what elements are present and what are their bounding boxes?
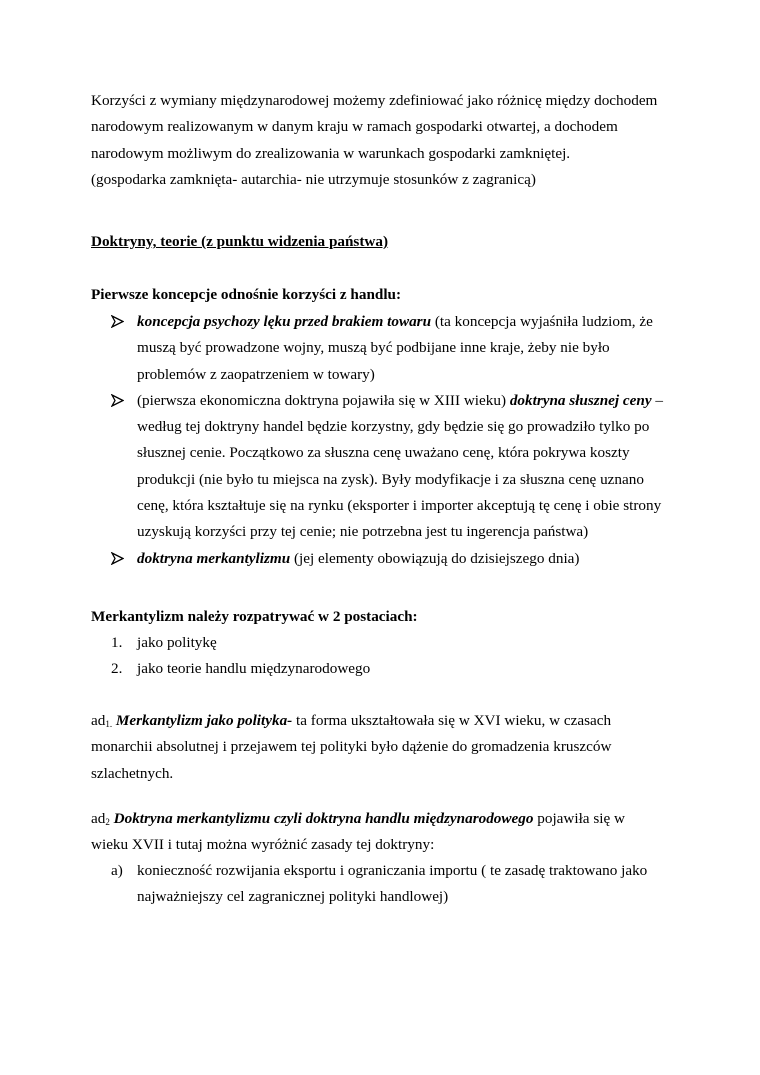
ad2-prefix: ad xyxy=(91,810,106,827)
concept-1-text: (ta koncepcja wyjaśniła ludziom, że muszą być prowadzone wojny, muszą być podbijane inne kraje, żeby nie było problemów z zaopatrzeniem w towary) xyxy=(137,313,653,383)
ad2-text: pojawiła się w wieku XVII i tutaj można wyróżnić zasady tej doktryny: xyxy=(91,810,625,854)
list-item xyxy=(91,656,670,682)
principles-list xyxy=(91,858,670,911)
ad1-subscript: 1. xyxy=(105,719,113,729)
list-number: 1. xyxy=(111,634,123,651)
list-item xyxy=(91,388,670,546)
ad1-paragraph xyxy=(91,708,670,787)
heading-doctrines: Doktryny, teorie (z punktu widzenia państwa) xyxy=(91,233,389,250)
concepts-list xyxy=(91,309,670,572)
arrowhead-bullet-icon xyxy=(111,309,124,328)
list-item xyxy=(91,630,670,656)
ad1-text: ta forma ukształtowała się w XVI wieku, w czasach monarchii absolutnej i przejawem tej polityki było dążenie do gromadzenia kruszców szlachetnych. xyxy=(91,712,612,782)
ad2-paragraph xyxy=(91,806,655,859)
concept-2-text: –według tej doktryny handel będzie korzystny, gdy będzie się go prowadziło tylko po słusznej cenie. Początkowo za słuszna cenę uważano cenę, która pokrywa koszty produkcji (nie było tu miejsca na zysk). Były modyfikacje i za słuszna cenę uznano cenę, która kształtuje się na rynku (eksporter i importer akceptują tę cenę i obie strony uzyskują korzyści przy tej cenie; nie potrzebna jest tu ingerencja państwa) xyxy=(137,391,663,541)
ad2-subscript: 2 xyxy=(105,817,110,827)
ad1-title: Merkantylizm jako polityka- xyxy=(115,712,293,729)
concept-1-title: koncepcja psychozy lęku przed brakiem towaru xyxy=(137,313,432,330)
list-item xyxy=(91,858,670,911)
intro-section xyxy=(0,88,760,193)
form-text: jako politykę xyxy=(137,634,217,651)
arrowhead-bullet-icon xyxy=(111,388,124,407)
intro-note: (gospodarka zamknięta- autarchia- nie utrzymuje stosunków z zagranicą) xyxy=(91,170,536,188)
concept-3-title: doktryna merkantylizmu xyxy=(137,549,291,567)
heading-mercantilism: Merkantylizm należy rozpatrywać w 2 postaciach: xyxy=(91,608,418,625)
list-item xyxy=(91,546,670,572)
forms-list xyxy=(91,630,670,683)
ad1-prefix: ad xyxy=(91,712,106,729)
list-item xyxy=(91,309,670,388)
intro-paragraph: Korzyści z wymiany międzynarodowej możemy zdefiniować jako różnicę między dochodem narodowym realizowanym w danym kraju w ramach gospodarki otwartej, a dochodem narodowym możliwym do zrealizowania w warunkach gospodarki zamkniętej. xyxy=(91,92,658,162)
form-text: jako teorie handlu międzynarodowego xyxy=(137,660,371,678)
ad2-title: Doktryna merkantylizmu czyli doktryna handlu międzynarodowego xyxy=(113,810,534,827)
concept-2-pre: (pierwsza ekonomiczna doktryna pojawiła się w XIII wieku) xyxy=(137,391,510,409)
list-letter: a) xyxy=(111,862,123,879)
list-number: 2. xyxy=(111,660,123,678)
principle-text: konieczność rozwijania eksportu i ograniczania importu ( te zasadę traktowano jako najważniejszy cel zagranicznej polityki handlowej) xyxy=(137,862,648,906)
concept-2-title: doktryna słusznej ceny xyxy=(509,391,652,409)
arrowhead-bullet-icon xyxy=(111,546,124,565)
heading-first-concepts: Pierwsze koncepcje odnośnie korzyści z handlu: xyxy=(91,286,402,303)
concept-3-text: (jej elementy obowiązują do dzisiejszego dnia) xyxy=(290,549,580,567)
